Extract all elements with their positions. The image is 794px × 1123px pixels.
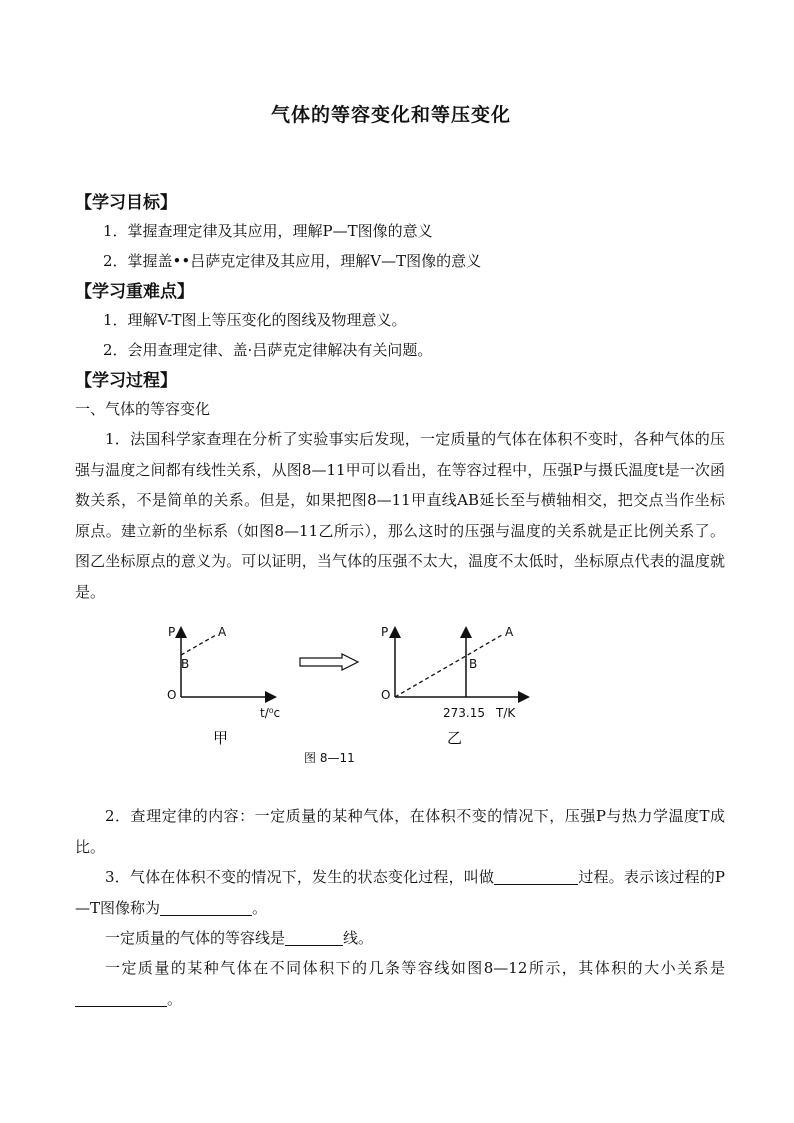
origin-label: O: [167, 688, 177, 702]
para4-text-b: 线。: [343, 929, 374, 947]
transform-arrow-icon: [300, 654, 358, 670]
paragraph-isochore-shape: [75, 923, 725, 954]
point-a-label: A: [505, 625, 514, 639]
para5-text-a: 一定质量的某种气体在不同体积下的几条等容线如图8—12所示，其体积的大小关系是: [105, 959, 725, 977]
page-title: 气体的等容变化和等压变化: [271, 104, 512, 126]
paragraph-isochoric-process: [75, 862, 725, 923]
para3-text-b: 过程。表示该过程的P—T图像称为: [75, 868, 726, 917]
point-b-label: B: [469, 657, 478, 671]
blank-process-name[interactable]: [494, 868, 578, 885]
y-axis-label: P: [381, 625, 389, 639]
origin-label: O: [381, 688, 391, 702]
blank-graph-name[interactable]: [160, 899, 252, 916]
paragraph-charles-law: 1．法国科学家查理在分析了实验事实后发现，一定质量的气体在体积不变时，各种气体的压强与温度之间都有线性关系，从图8—11甲可以看出，在等容过程中，压强P与摄氏温度t是一次函数关系，不是简单的关系。但是，如果把图8—11甲直线AB延长至与横轴相交，把交点当作坐标原点。建立新的坐标系（如图8—11乙所示），那么这时的压强与温度的关系就是正比例关系了。图乙坐标原点的意义为。可以证明，当气体的压强不太大，温度不太低时，坐标原点代表的温度就是。: [75, 430, 725, 601]
figure-caption: 图 8—11: [304, 751, 355, 765]
tick-label-273: 273.15: [443, 706, 485, 720]
caption-yi: 乙: [447, 729, 463, 747]
paragraph-volume-relation: [75, 953, 725, 1014]
caption-jia: 甲: [213, 729, 229, 747]
y-axis-label: P: [168, 625, 176, 639]
para4-text-a: 一定质量的气体的等容线是: [105, 929, 286, 947]
diagram-yi: [381, 625, 527, 747]
process-heading: 【学习过程】: [75, 371, 177, 391]
para5-text-b: 。: [167, 989, 183, 1008]
blank-volume-relation[interactable]: [75, 990, 167, 1007]
objective-item-2: 2．掌握盖••吕萨克定律及其应用，理解V—T图像的意义: [103, 252, 482, 270]
point-b-label: B: [181, 657, 190, 671]
line-ab: [181, 635, 216, 655]
para3-text-c: 。: [252, 898, 268, 917]
key-point-item-1: 1．理解V-T图上等压变化的图线及物理意义。: [103, 311, 407, 329]
diagram-jia: [167, 625, 280, 747]
objective-item-1: 1．掌握查理定律及其应用，理解P—T图像的意义: [103, 222, 433, 240]
key-point-item-2: 2．会用查理定律、盖·吕萨克定律解决有关问题。: [103, 341, 433, 359]
paragraph-charles-law-content: 2．查理定律的内容：一定质量的某种气体，在体积不变的情况下，压强P与热力学温度T成比。: [75, 807, 725, 856]
point-a-label: A: [218, 625, 227, 639]
para3-text-a: 3．气体在体积不变的情况下，发生的状态变化过程，叫做: [105, 868, 495, 886]
blank-line-type[interactable]: [285, 929, 343, 946]
x-axis-label: t/⁰c: [260, 706, 281, 720]
figure-8-11: [0, 615, 794, 775]
section-heading-isochoric: 一、气体的等容变化: [75, 400, 211, 418]
line-oa: [395, 635, 502, 697]
x-axis-label: T/K: [496, 706, 516, 720]
objectives-heading: 【学习目标】: [75, 193, 177, 213]
key-points-heading: 【学习重难点】: [75, 282, 194, 302]
